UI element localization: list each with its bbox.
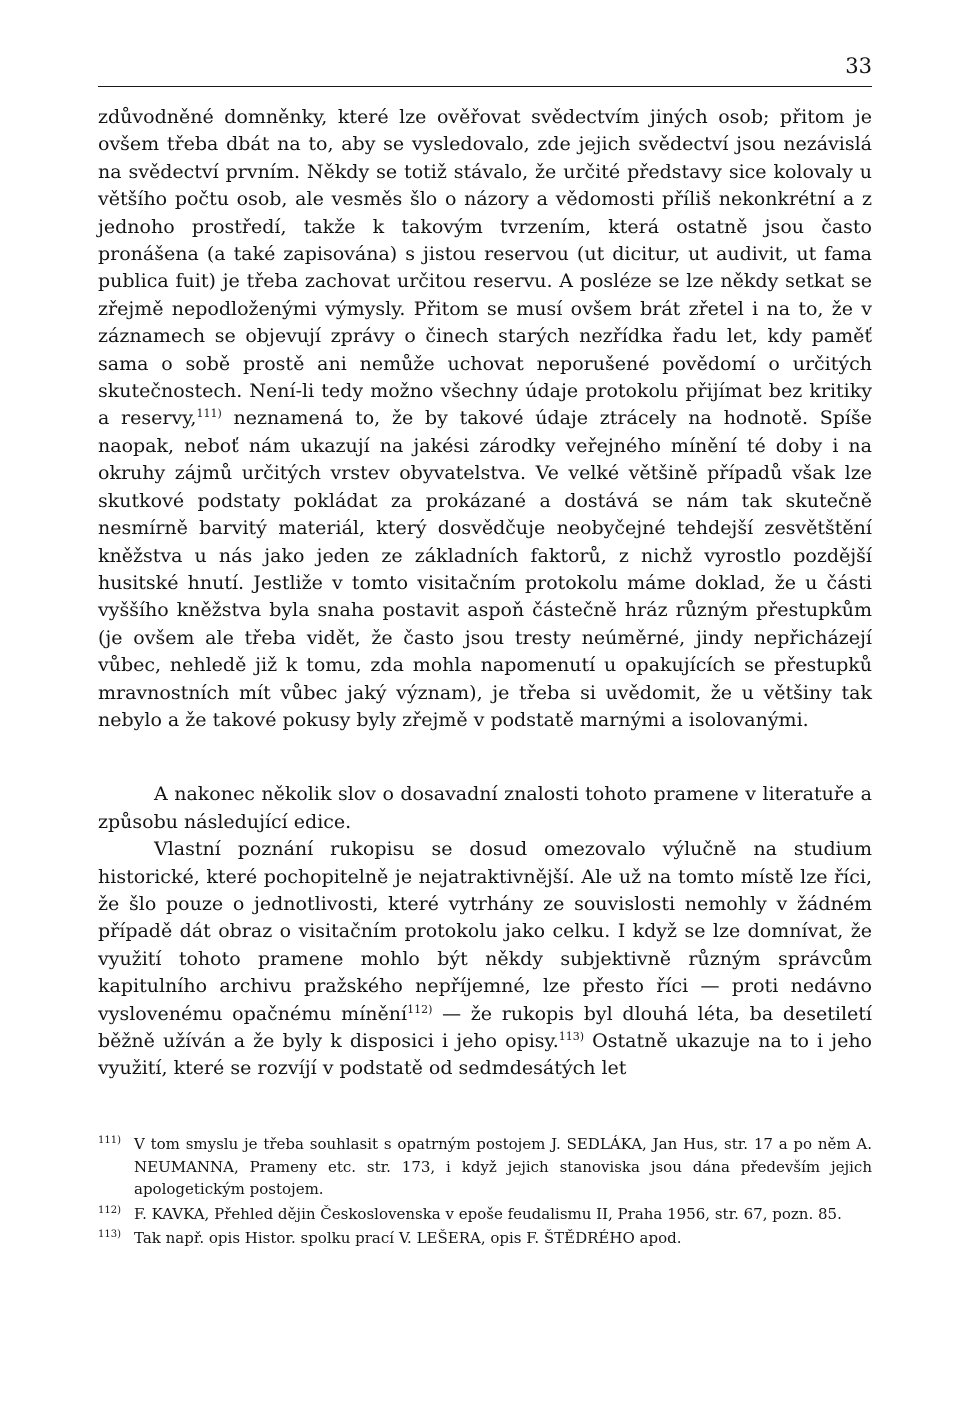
footnote-ref-111[interactable]: 111) xyxy=(196,407,222,421)
page-number: 33 xyxy=(845,54,872,78)
paragraph-1 xyxy=(98,104,872,734)
paragraph-text: Vlastní poznání rukopisu se dosud omezovalo výlučně na studium historické, které pochopitelně je nejatraktivnější. Ale už na tomto místě lze říci, že šlo pouze o jednotlivosti, které vytrhány ze souvislosti nemohly v žádném případě dát obraz o visitačním protokolu jako celku. I když se lze domnívat, že využití tohoto pramene mohlo být někdy subjektivně různým správcům kapitulního archivu pražského nepříjemné, lze přesto říci — proti nedávno vyslovenému opačnému mínění xyxy=(98,838,872,1025)
paragraph-text: Ostatně ukazuje na to i jeho využití, které se rozvíjí v podstatě od sedmdesátých let xyxy=(98,1030,872,1080)
body-text xyxy=(98,104,872,1083)
paragraph-2 xyxy=(98,781,872,836)
footnote-ref-113[interactable]: 113) xyxy=(558,1030,585,1043)
footnote-113 xyxy=(98,1227,872,1250)
paragraph-text: — že rukopis byl dlouhá léta, ba desetiletí běžně užíván a že byly k disposici i jeho opisy. xyxy=(98,1002,873,1052)
page-header xyxy=(98,52,872,87)
paragraph-3 xyxy=(98,836,872,1083)
footnote-112 xyxy=(98,1203,872,1226)
paragraph-text: neznamená to, že by takové údaje ztrácely na hodnotě. Spíše naopak, neboť nám ukazují na jakési zárodky veřejného mínění té doby i na okruhy zájmů určitých vrstev obyvatelstva. Ve velké většině případů však lze skutkové podstaty pokládat za prokázané a dostává se nám tak skutečně nesmírně barvitý materiál, který dosvědčuje neobyčejné tehdejší zesvětštění kněžstva u nás jako jeden ze základních faktorů, z nichž vyrostlo pozdější husitské hnutí. Jestliže v tomto visitačním protokolu máme doklad, že u části vyššího kněžstva byla snaha postavit aspoň částečně hráz různým přestupkům (je ovšem ale třeba vidět, že často jsou tresty neúměrné, jindy nepřicházejí vůbec, nehledě již k tomu, zda mohla napomenutí u opakujících se přestupků mravnostních mít vůbec jaký význam), je třeba si uvědomit, že u většiny tak nebylo a že takové pokusy byly zřejmě v podstatě marnými a isolovanými. xyxy=(98,407,872,731)
footnote-mark: 111) xyxy=(98,1135,121,1146)
footnote-text: V tom smyslu je třeba souhlasit s opatrným postojem J. SEDLÁKA, Jan Hus, str. 17 a po něm A. NEUMANNA, Prameny etc. str. 173, i když jejich stanoviska jsou dána především jejich apologetickým postojem. xyxy=(134,1135,872,1198)
paragraph-text: A nakonec několik slov o dosavadní znalosti tohoto pramene v literatuře a způsobu následující edice. xyxy=(98,783,872,833)
footnotes xyxy=(98,1133,872,1252)
footnote-ref-112[interactable]: 112) xyxy=(407,1002,433,1016)
footnote-text: Tak např. opis Histor. spolku prací V. LEŠERA, opis F. ŠTĚDRÉHO apod. xyxy=(134,1229,682,1247)
footnote-111 xyxy=(98,1133,872,1201)
footnote-mark: 113) xyxy=(98,1229,121,1240)
footnote-text: F. KAVKA, Přehled dějin Československa v epoše feudalismu II, Praha 1956, str. 67, pozn. 85. xyxy=(134,1204,842,1223)
footnote-mark: 112) xyxy=(98,1204,121,1216)
paragraph-text: zdůvodněné domněnky, které lze ověřovat svědectvím jiných osob; přitom je ovšem třeba dbát na to, aby se vysledovalo, zde jejich svědectví jsou nezávislá na svědectví prvním. Někdy se totiž stávalo, že určité představy sice kolovaly u většího počtu osob, ale vesměs šlo o názory a vědomosti příliš nekonkrétní a z jednoho prostředí, takže k takovým tvrzením, která ostatně jsou často pronášena (a také zapisována) s jistou reservou (ut dicitur, ut audivit, ut fama publica fuit) je třeba zachovat určitou reservu. A posléze se lze někdy setkat se zřejmě nepodloženými výmysly. Přitom se musí ovšem brát zřetel i na to, že v záznamech se objevují zprávy o činech starých nezřídka řadu let, kdy paměť sama o sobě prostě ani nemůže uchovat neporušené povědomí o určitých skutečnostech. Není-li tedy možno všechny údaje protokolu přijímat bez kritiky a reservy, xyxy=(98,106,872,430)
